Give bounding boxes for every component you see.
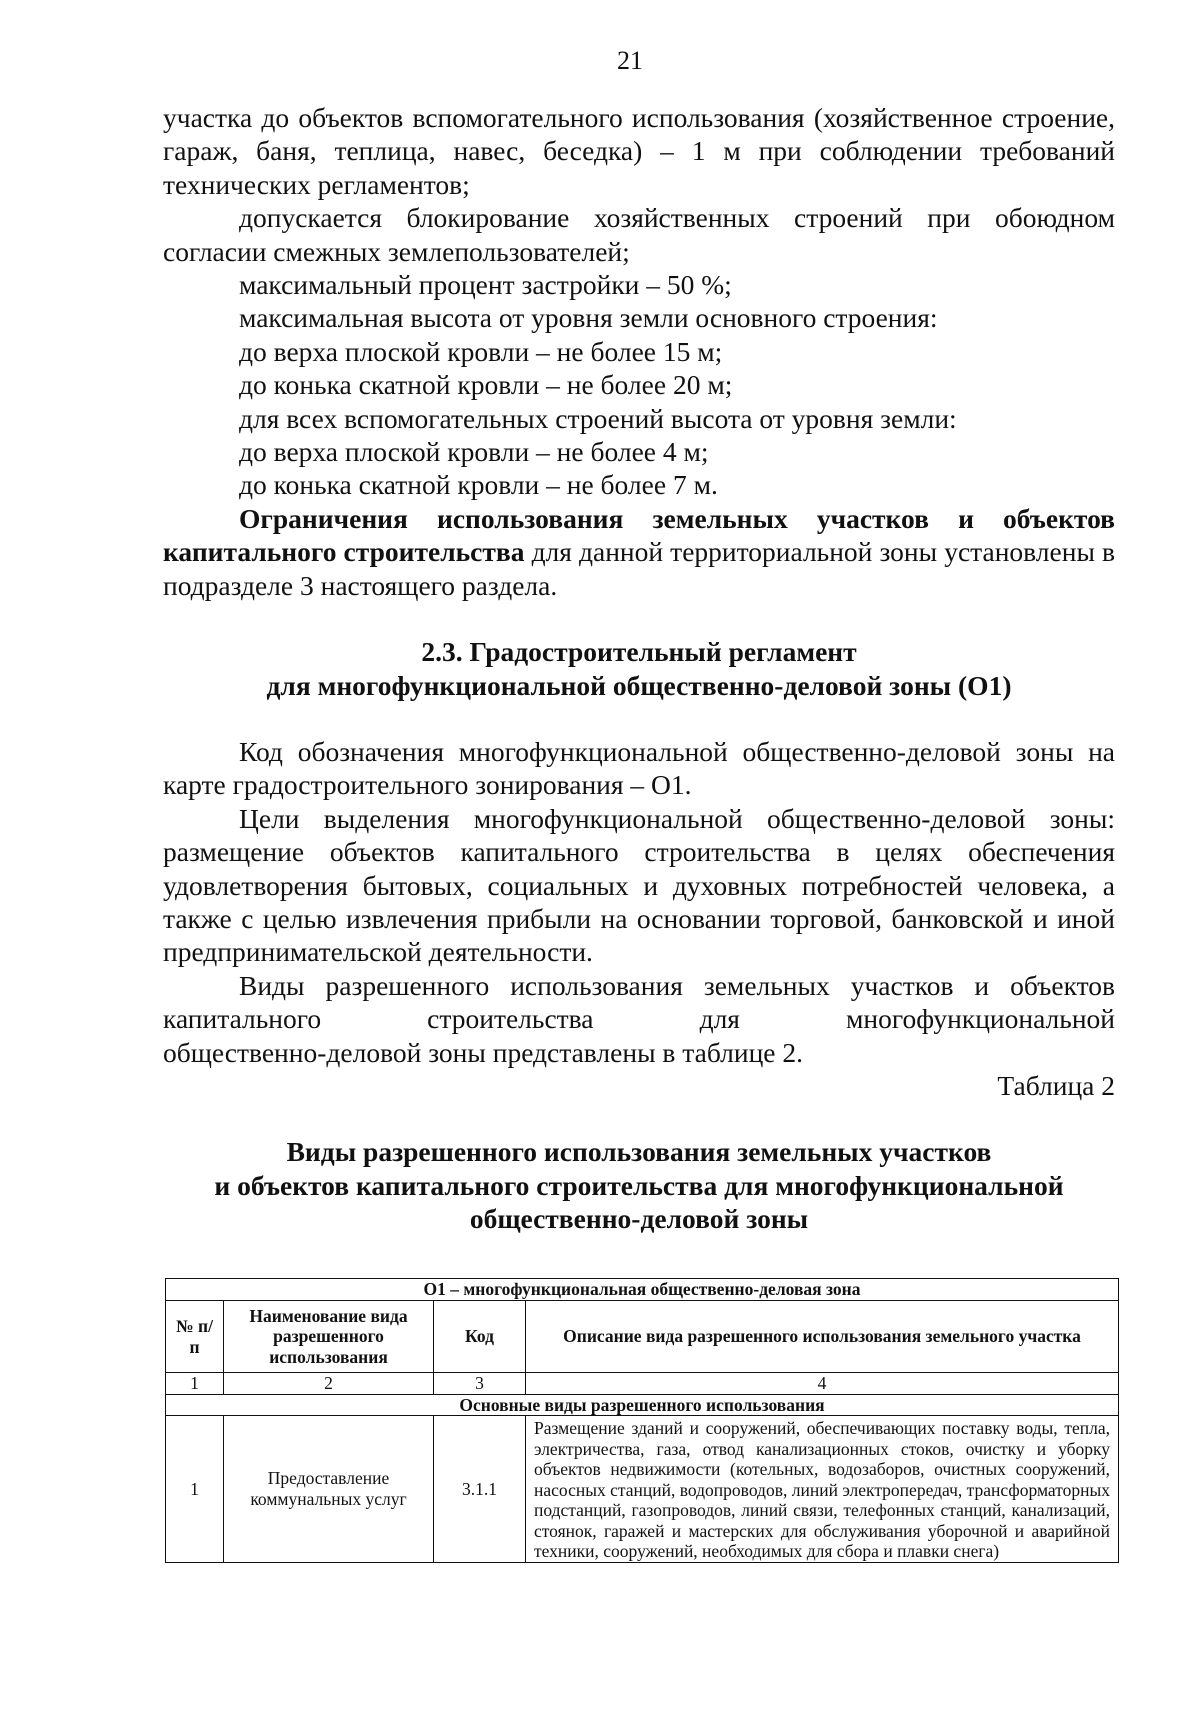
column-header-row xyxy=(166,1301,1119,1373)
row-description: Размещение зданий и сооружений, обеспечивающих поставку воды, тепла, электричества, газа, отвод канализационных стоков, очистку и уборку объектов недвижимости (котельных, водозаборов, очистных сооружений, насосных станций, водопроводов, линий электропередач, трансформаторных подстанций, газопроводов, линий связи, телефонных станций, канализаций, стоянок, гаражей и мастерских для обслуживания уборочной и аварийной техники, сооружений, необходимых для сбора и плавки снега) xyxy=(526,1416,1119,1563)
row-num: 1 xyxy=(166,1416,224,1563)
paragraph: Цели выделения многофункциональной общественно-деловой зоны: размещение объектов капитального строительства в целях обеспечения удовлетворения бытовых, социальных и духовных потребностей человека, а также с целью извлечения прибыли на основании торговой, банковской и иной предпринимательской деятельности. xyxy=(163,802,1115,968)
paragraph: Код обозначения многофункциональной общественно-деловой зоны на карте градостроительного зонирования – О1. xyxy=(163,735,1115,801)
column-number: 1 xyxy=(166,1373,224,1395)
column-header-num: № п/п xyxy=(166,1301,224,1373)
paragraph: до верха плоской кровли – не более 4 м; xyxy=(239,436,709,468)
paragraph: до верха плоской кровли – не более 15 м; xyxy=(239,335,723,367)
paragraph: максимальная высота от уровня земли основного строения: xyxy=(239,302,938,334)
table-label: Таблица 2 xyxy=(997,1069,1115,1101)
paragraph: до конька скатной кровли – не более 20 м; xyxy=(239,369,733,401)
group-header: Основные виды разрешенного использования xyxy=(166,1394,1119,1416)
restrictions-paragraph xyxy=(163,502,1115,602)
table-title-line3: общественно-деловой зоны xyxy=(469,1203,809,1235)
restrictions-bold-text: Ограничения использования земельных участков и объектов капитального строительства xyxy=(163,502,1115,568)
paragraph: максимальный процент застройки – 50 %; xyxy=(239,269,732,301)
paragraph: до конька скатной кровли – не более 7 м. xyxy=(239,469,718,501)
paragraph: участка до объектов вспомогательного использования (хозяйственное строение, гараж, баня, теплица, навес, беседка) – 1 м при соблюдении требований технических регламентов; xyxy=(163,102,1115,200)
column-header-name: Наименование вида разрешенного использования xyxy=(224,1301,434,1373)
column-header-code: Код xyxy=(434,1301,526,1373)
zone-header: О1 – многофункциональная общественно-деловая зона xyxy=(166,1279,1119,1301)
section-title-line2: для многофункциональной общественно-деловой зоны (О1) xyxy=(266,669,1012,701)
document-body xyxy=(163,101,1115,1236)
group-header-row xyxy=(166,1394,1119,1416)
permitted-uses-table xyxy=(165,1278,1119,1563)
restrictions-rest-text: для данной территориальной зоны установлены в подразделе 3 настоящего раздела. xyxy=(163,536,1115,601)
table-title-line2: и объектов капитального строительства для многофункциональной xyxy=(214,1169,1064,1201)
column-number: 3 xyxy=(434,1373,526,1395)
zone-header-row xyxy=(166,1279,1119,1301)
paragraph-line: капитального строительства для многофункциональной xyxy=(163,1003,1115,1035)
table-title-line1: Виды разрешенного использования земельных участков xyxy=(286,1136,992,1168)
table-row xyxy=(166,1416,1119,1563)
row-code: 3.1.1 xyxy=(434,1416,526,1563)
section-title-line1: 2.3. Градостроительный регламент xyxy=(421,636,857,668)
paragraph-line: Виды разрешенного использования земельных участков и объектов xyxy=(239,969,1115,1001)
page-number: 21 xyxy=(617,46,643,75)
table-container xyxy=(165,1278,1118,1563)
column-number-row xyxy=(166,1373,1119,1395)
column-header-desc: Описание вида разрешенного использования земельного участка xyxy=(526,1301,1119,1373)
row-name: Предоставление коммунальных услуг xyxy=(224,1416,434,1563)
column-number: 2 xyxy=(224,1373,434,1395)
column-number: 4 xyxy=(526,1373,1119,1395)
paragraph: для всех вспомогательных строений высота от уровня земли: xyxy=(239,402,957,434)
paragraph-line: общественно-деловой зоны представлены в таблице 2. xyxy=(163,1036,804,1068)
paragraph: допускается блокирование хозяйственных строений при обоюдном согласии смежных землепользователей; xyxy=(163,202,1115,267)
